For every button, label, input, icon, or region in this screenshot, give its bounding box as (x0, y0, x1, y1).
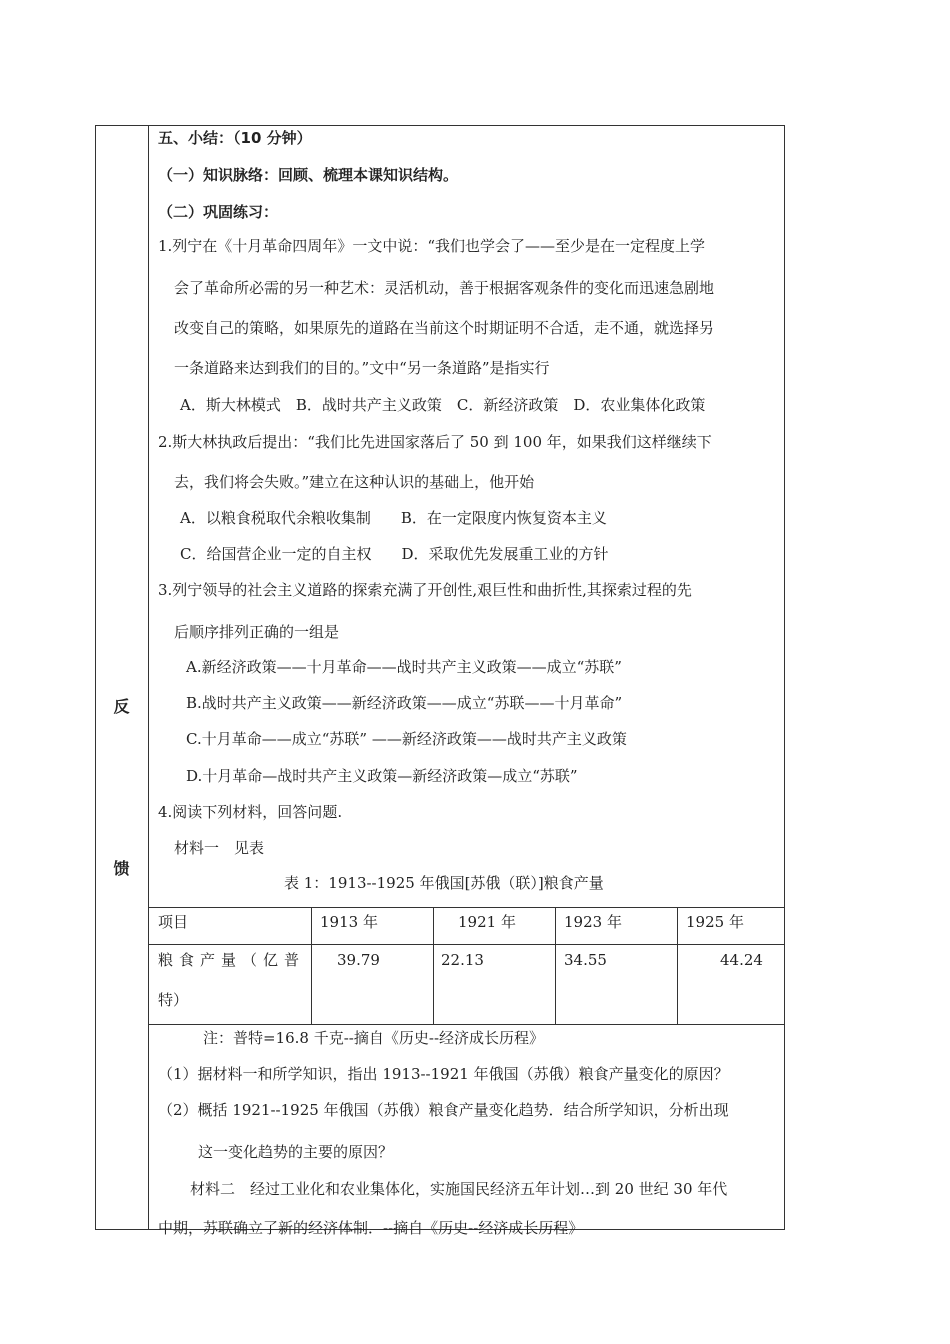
q4-intro: 4.阅读下列材料，回答问题. (158, 803, 343, 821)
material-2-line-2: 中期，苏联确立了新的经济体制．--摘自《历史--经济成长历程》 (158, 1219, 584, 1237)
q4-sub-question-2-line-1: （2）概括 1921--1925 年俄国（苏俄）粮食产量变化趋势．结合所学知识，分析出现 (158, 1101, 729, 1119)
side-label-fan: 反 (113, 697, 130, 716)
q3-line-1: 3.列宁领导的社会主义道路的探索充满了开创性,艰巨性和曲折性,其探索过程的先 (158, 581, 692, 599)
table-top-border (148, 907, 785, 908)
table-title: 表 1：1913--1925 年俄国[苏俄（联）]粮食产量 (284, 874, 604, 892)
q1-line-1: 1.列宁在《十月革命四周年》一文中说：“我们也学会了——至少是在一定程度上学 (158, 237, 705, 255)
table-value-1913: 39.79 (337, 951, 380, 969)
q4-sub-question-2-line-2: 这一变化趋势的主要的原因？ (198, 1143, 394, 1161)
knowledge-summary-heading: （一）知识脉络：回顾、梳理本课知识结构。 (158, 166, 459, 184)
practice-heading: （二）巩固练习： (158, 203, 279, 221)
table-bottom-border (148, 1024, 785, 1025)
table-header-1923: 1923 年 (564, 913, 622, 931)
table-row-label-line-2: 特） (158, 991, 189, 1009)
q4-material-1: 材料一 见表 (174, 839, 265, 857)
column-divider (148, 125, 149, 1230)
table-note: 注：普特=16.8 千克--摘自《历史--经济成长历程》 (203, 1029, 545, 1047)
table-header-border (148, 944, 785, 945)
table-header-1925: 1925 年 (686, 913, 744, 931)
q3-option-b: B.战时共产主义政策——新经济政策——成立“苏联——十月革命” (186, 694, 623, 712)
q2-options-2: C．给国营企业一定的自主权 D．采取优先发展重工业的方针 (180, 545, 609, 563)
q4-sub-question-1: （1）据材料一和所学知识，指出 1913--1921 年俄国（苏俄）粮食产量变化的原因？ (158, 1065, 729, 1083)
q3-option-c: C.十月革命——成立“苏联” ——新经济政策——战时共产主义政策 (186, 730, 627, 748)
q3-line-2: 后顺序排列正确的一组是 (174, 623, 340, 641)
material-2-line-1: 材料二 经过工业化和农业集体化，实施国民经济五年计划…到 20 世纪 30 年代 (190, 1180, 728, 1198)
q3-option-d: D.十月革命—战时共产主义政策—新经济政策—成立“苏联” (186, 767, 578, 785)
table-header-1913: 1913 年 (320, 913, 378, 931)
q2-options-1: A．以粮食税取代余粮收集制 B．在一定限度内恢复资本主义 (180, 509, 607, 527)
table-col-divider-3 (555, 907, 556, 1024)
table-row-label-line-1: 粮食产量（亿普 (158, 951, 306, 969)
table-col-divider-4 (677, 907, 678, 1024)
q2-line-2: 去，我们将会失败。”建立在这种认识的基础上，他开始 (174, 473, 535, 491)
table-col-divider-2 (433, 907, 434, 1024)
table-header-1921: 1921 年 (458, 913, 516, 931)
table-value-1925: 44.24 (720, 951, 763, 969)
q1-line-3: 改变自己的策略，如果原先的道路在当前这个时期证明不合适，走不通，就选择另 (174, 319, 715, 337)
q1-options: A．斯大林模式 B．战时共产主义政策 C．新经济政策 D．农业集体化政策 (180, 396, 706, 414)
q1-line-2: 会了革命所必需的另一种艺术：灵活机动，善于根据客观条件的变化而迅速急剧地 (174, 279, 715, 297)
table-col-divider-1 (311, 907, 312, 1024)
table-header-item: 项目 (158, 913, 189, 931)
q3-option-a: A.新经济政策——十月革命——战时共产主义政策——成立“苏联” (186, 658, 622, 676)
q2-line-1: 2.斯大林执政后提出：“我们比先进国家落后了 50 到 100 年，如果我们这样继续下 (158, 433, 712, 451)
q1-line-4: 一条道路来达到我们的目的。”文中“另一条道路”是指实行 (174, 359, 550, 377)
section-heading: 五、小结：（10 分钟） (158, 129, 312, 147)
table-value-1923: 34.55 (564, 951, 607, 969)
table-value-1921: 22.13 (441, 951, 484, 969)
side-label-kui: 馈 (113, 859, 130, 878)
